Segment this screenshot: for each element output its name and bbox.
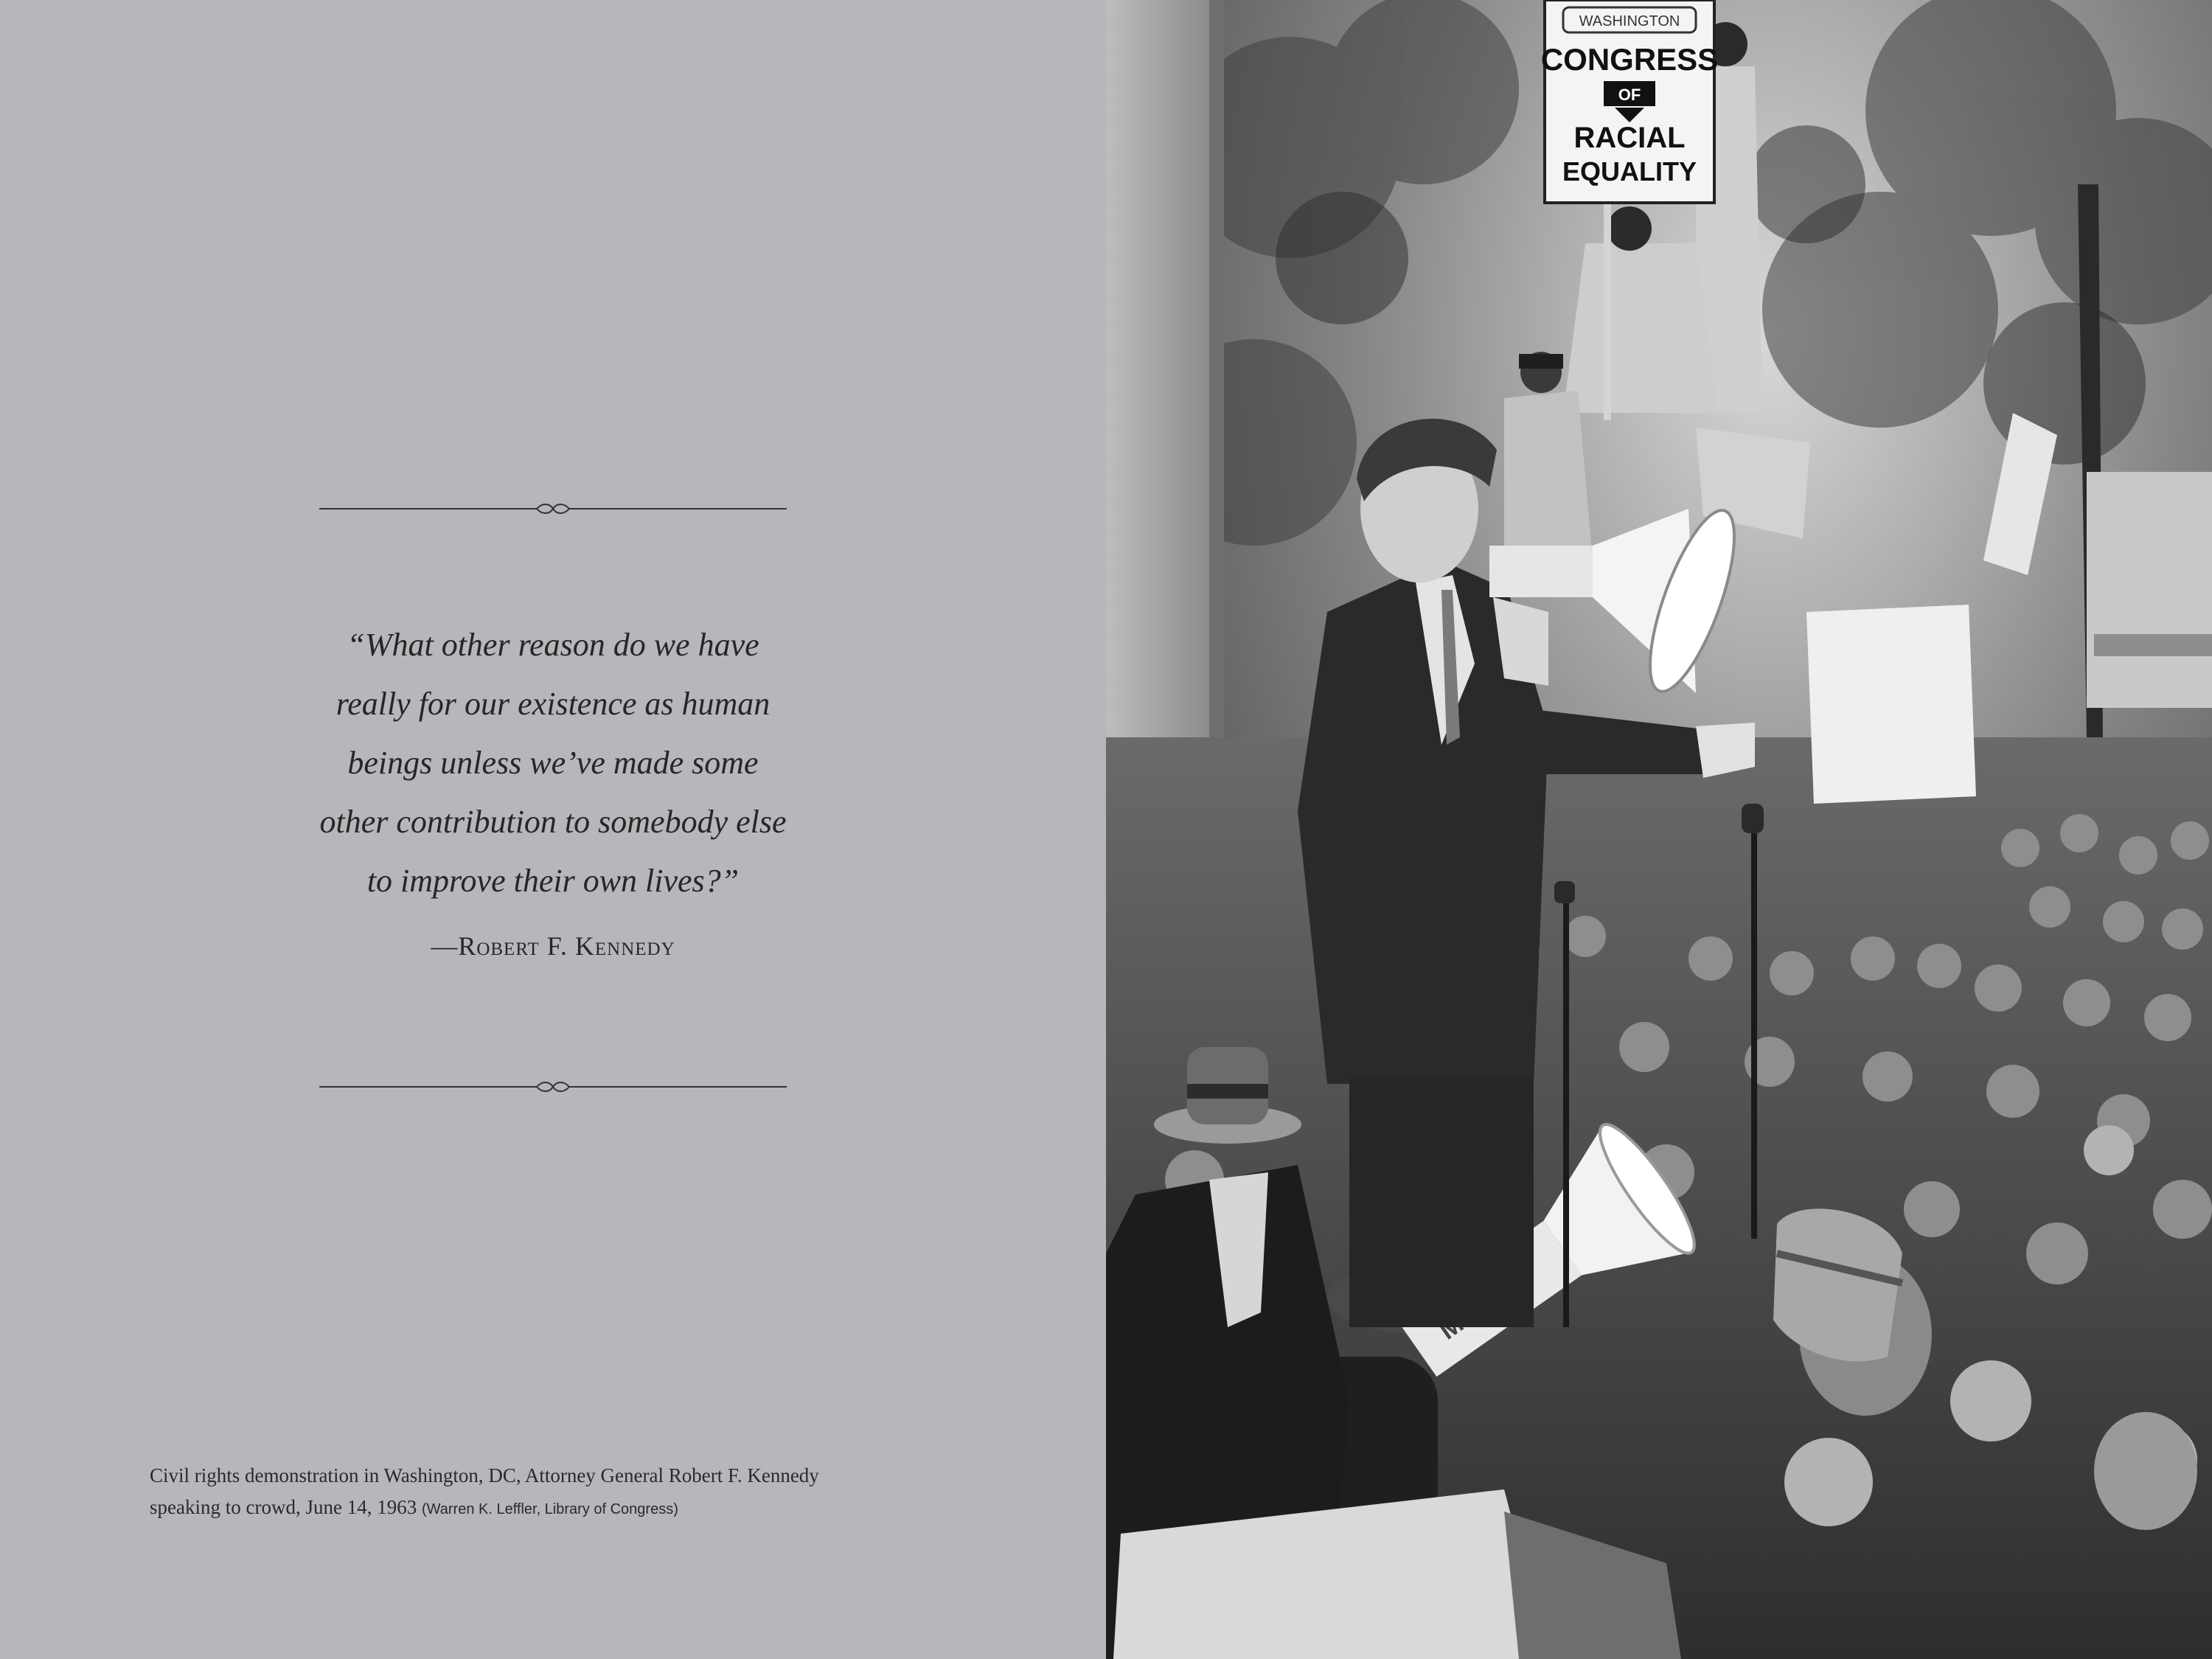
sign-top-text: WASHINGTON bbox=[1579, 13, 1680, 29]
photo-caption bbox=[150, 1460, 924, 1526]
caption-line-1: Civil rights demonstration in Washington, DC, Attorney General Robert F. Kennedy bbox=[150, 1464, 819, 1486]
flourish-divider-icon bbox=[319, 1078, 787, 1096]
top-ornament-rule bbox=[319, 500, 787, 518]
rally-photograph bbox=[1106, 0, 2212, 1659]
quote-line: to improve their own lives?” bbox=[366, 863, 740, 899]
caption-line-2: speaking to crowd, June 14, 1963 bbox=[150, 1496, 417, 1518]
sign-line-1: CONGRESS bbox=[1540, 42, 1719, 77]
bottom-ornament-rule bbox=[319, 1078, 787, 1096]
quote-line: other contribution to somebody else bbox=[319, 804, 787, 840]
kennedy-quote bbox=[221, 616, 885, 911]
photo-credit: (Warren K. Leffler, Library of Congress) bbox=[421, 1501, 678, 1517]
quote-attribution bbox=[221, 931, 885, 961]
sign-line-2: OF bbox=[1618, 86, 1641, 104]
flourish-divider-icon bbox=[319, 500, 787, 518]
quote-line: beings unless we’ve made some bbox=[347, 745, 759, 781]
attribution-name: Robert F. Kennedy bbox=[458, 931, 675, 961]
sign-line-4: EQUALITY bbox=[1562, 156, 1697, 187]
quote-line: “What other reason do we have bbox=[347, 627, 759, 663]
quote-line: really for our existence as human bbox=[335, 686, 771, 722]
attribution-dash: — bbox=[431, 931, 459, 961]
rally-photo-illustration bbox=[1106, 0, 2212, 1659]
sign-line-3: RACIAL bbox=[1573, 122, 1686, 154]
